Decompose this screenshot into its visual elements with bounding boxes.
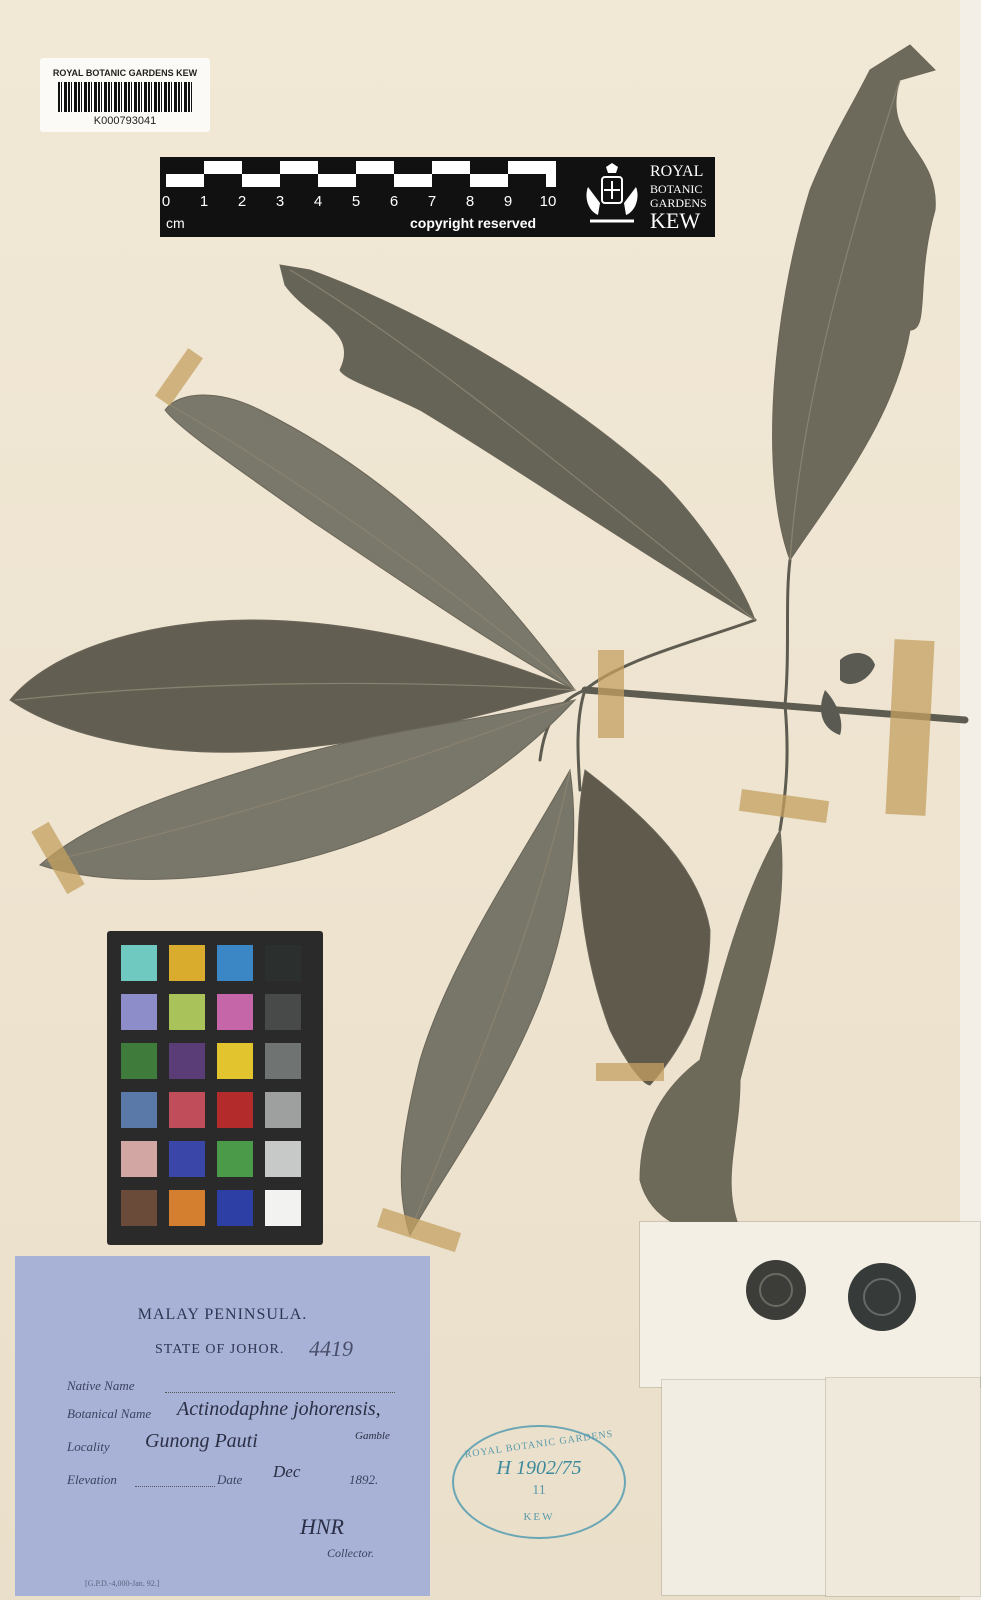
color-swatch (265, 1190, 301, 1226)
scale-number: 1 (199, 193, 209, 210)
color-swatch (265, 1043, 301, 1079)
color-swatch (265, 994, 301, 1030)
stamp-kew: KEW (523, 1511, 555, 1523)
botanical-author: Gamble (355, 1430, 390, 1442)
kew-stamp (452, 1425, 626, 1539)
scale-number: 0 (161, 193, 171, 210)
color-swatch (169, 1141, 205, 1177)
native-name-label: Native Name (67, 1378, 135, 1393)
locality-label: Locality (67, 1439, 110, 1454)
color-swatch (169, 945, 205, 981)
color-swatch (217, 945, 253, 981)
barcode (58, 82, 192, 112)
color-swatch (169, 1043, 205, 1079)
logo-gardens: GARDENS (650, 196, 707, 210)
color-swatch (265, 1092, 301, 1128)
locality-value: Gunong Pauti (145, 1430, 258, 1452)
scale-number: 10 (539, 193, 557, 210)
color-swatch (169, 1092, 205, 1128)
scale-number: 2 (237, 193, 247, 210)
herbarium-label (15, 1256, 430, 1596)
label-state: STATE OF JOHOR. (155, 1342, 285, 1357)
year: 1892. (349, 1472, 379, 1487)
barcode-number: K000793041 (93, 115, 157, 127)
scale-number: 8 (465, 193, 475, 210)
color-swatch (217, 1190, 253, 1226)
botanical-name-label: Botanical Name (67, 1406, 152, 1421)
logo-botanic: BOTANIC (650, 182, 703, 196)
scale-number: 5 (351, 193, 361, 210)
date-label: Date (217, 1472, 243, 1487)
color-swatch (121, 945, 157, 981)
native-name-line (165, 1392, 395, 1393)
color-swatch (265, 1141, 301, 1177)
label-footer: [G.P.D.-4,000-Jan. 92.] (85, 1579, 160, 1588)
color-swatch (169, 1190, 205, 1226)
stamp-institution: ROYAL BOTANIC GARDENS (464, 1428, 614, 1461)
scale-number: 3 (275, 193, 285, 210)
botanical-name-value: Actinodaphne johorensis, (177, 1398, 381, 1420)
barcode-label (40, 58, 210, 132)
scale-number: 6 (389, 193, 399, 210)
date-value: Dec (273, 1462, 301, 1481)
scale-unit: cm (166, 215, 185, 231)
scale-bar (160, 157, 715, 237)
elevation-line (135, 1486, 215, 1487)
color-swatch (121, 1190, 157, 1226)
kew-logo (580, 163, 710, 231)
ruler (166, 161, 556, 187)
color-swatch (217, 1043, 253, 1079)
collector-label: Collector. (327, 1546, 374, 1560)
color-swatch (121, 1043, 157, 1079)
color-swatch (217, 1092, 253, 1128)
stamp-mid: 11 (532, 1483, 546, 1498)
color-chart (107, 931, 323, 1245)
scale-number: 4 (313, 193, 323, 210)
color-swatch (217, 1141, 253, 1177)
institution-name: ROYAL BOTANIC GARDENS KEW (52, 68, 198, 78)
fruit (848, 1263, 916, 1331)
color-swatch (265, 945, 301, 981)
logo-kew: KEW (650, 208, 701, 233)
fruit (746, 1260, 806, 1320)
collector-mark: HNR (300, 1514, 344, 1539)
color-swatch (169, 994, 205, 1030)
stamp-number: H 1902/75 (496, 1457, 582, 1479)
scale-number: 9 (503, 193, 513, 210)
logo-royal: ROYAL (650, 163, 704, 180)
color-swatch (121, 1141, 157, 1177)
color-swatch (121, 994, 157, 1030)
elevation-label: Elevation (67, 1472, 117, 1487)
label-state-number: 4419 (309, 1336, 353, 1361)
scale-number: 7 (427, 193, 437, 210)
copyright-notice: copyright reserved (410, 215, 537, 231)
label-region: MALAY PENINSULA. (137, 1306, 308, 1323)
color-swatch (217, 994, 253, 1030)
royal-crest-icon (580, 163, 644, 231)
color-swatch (121, 1092, 157, 1128)
